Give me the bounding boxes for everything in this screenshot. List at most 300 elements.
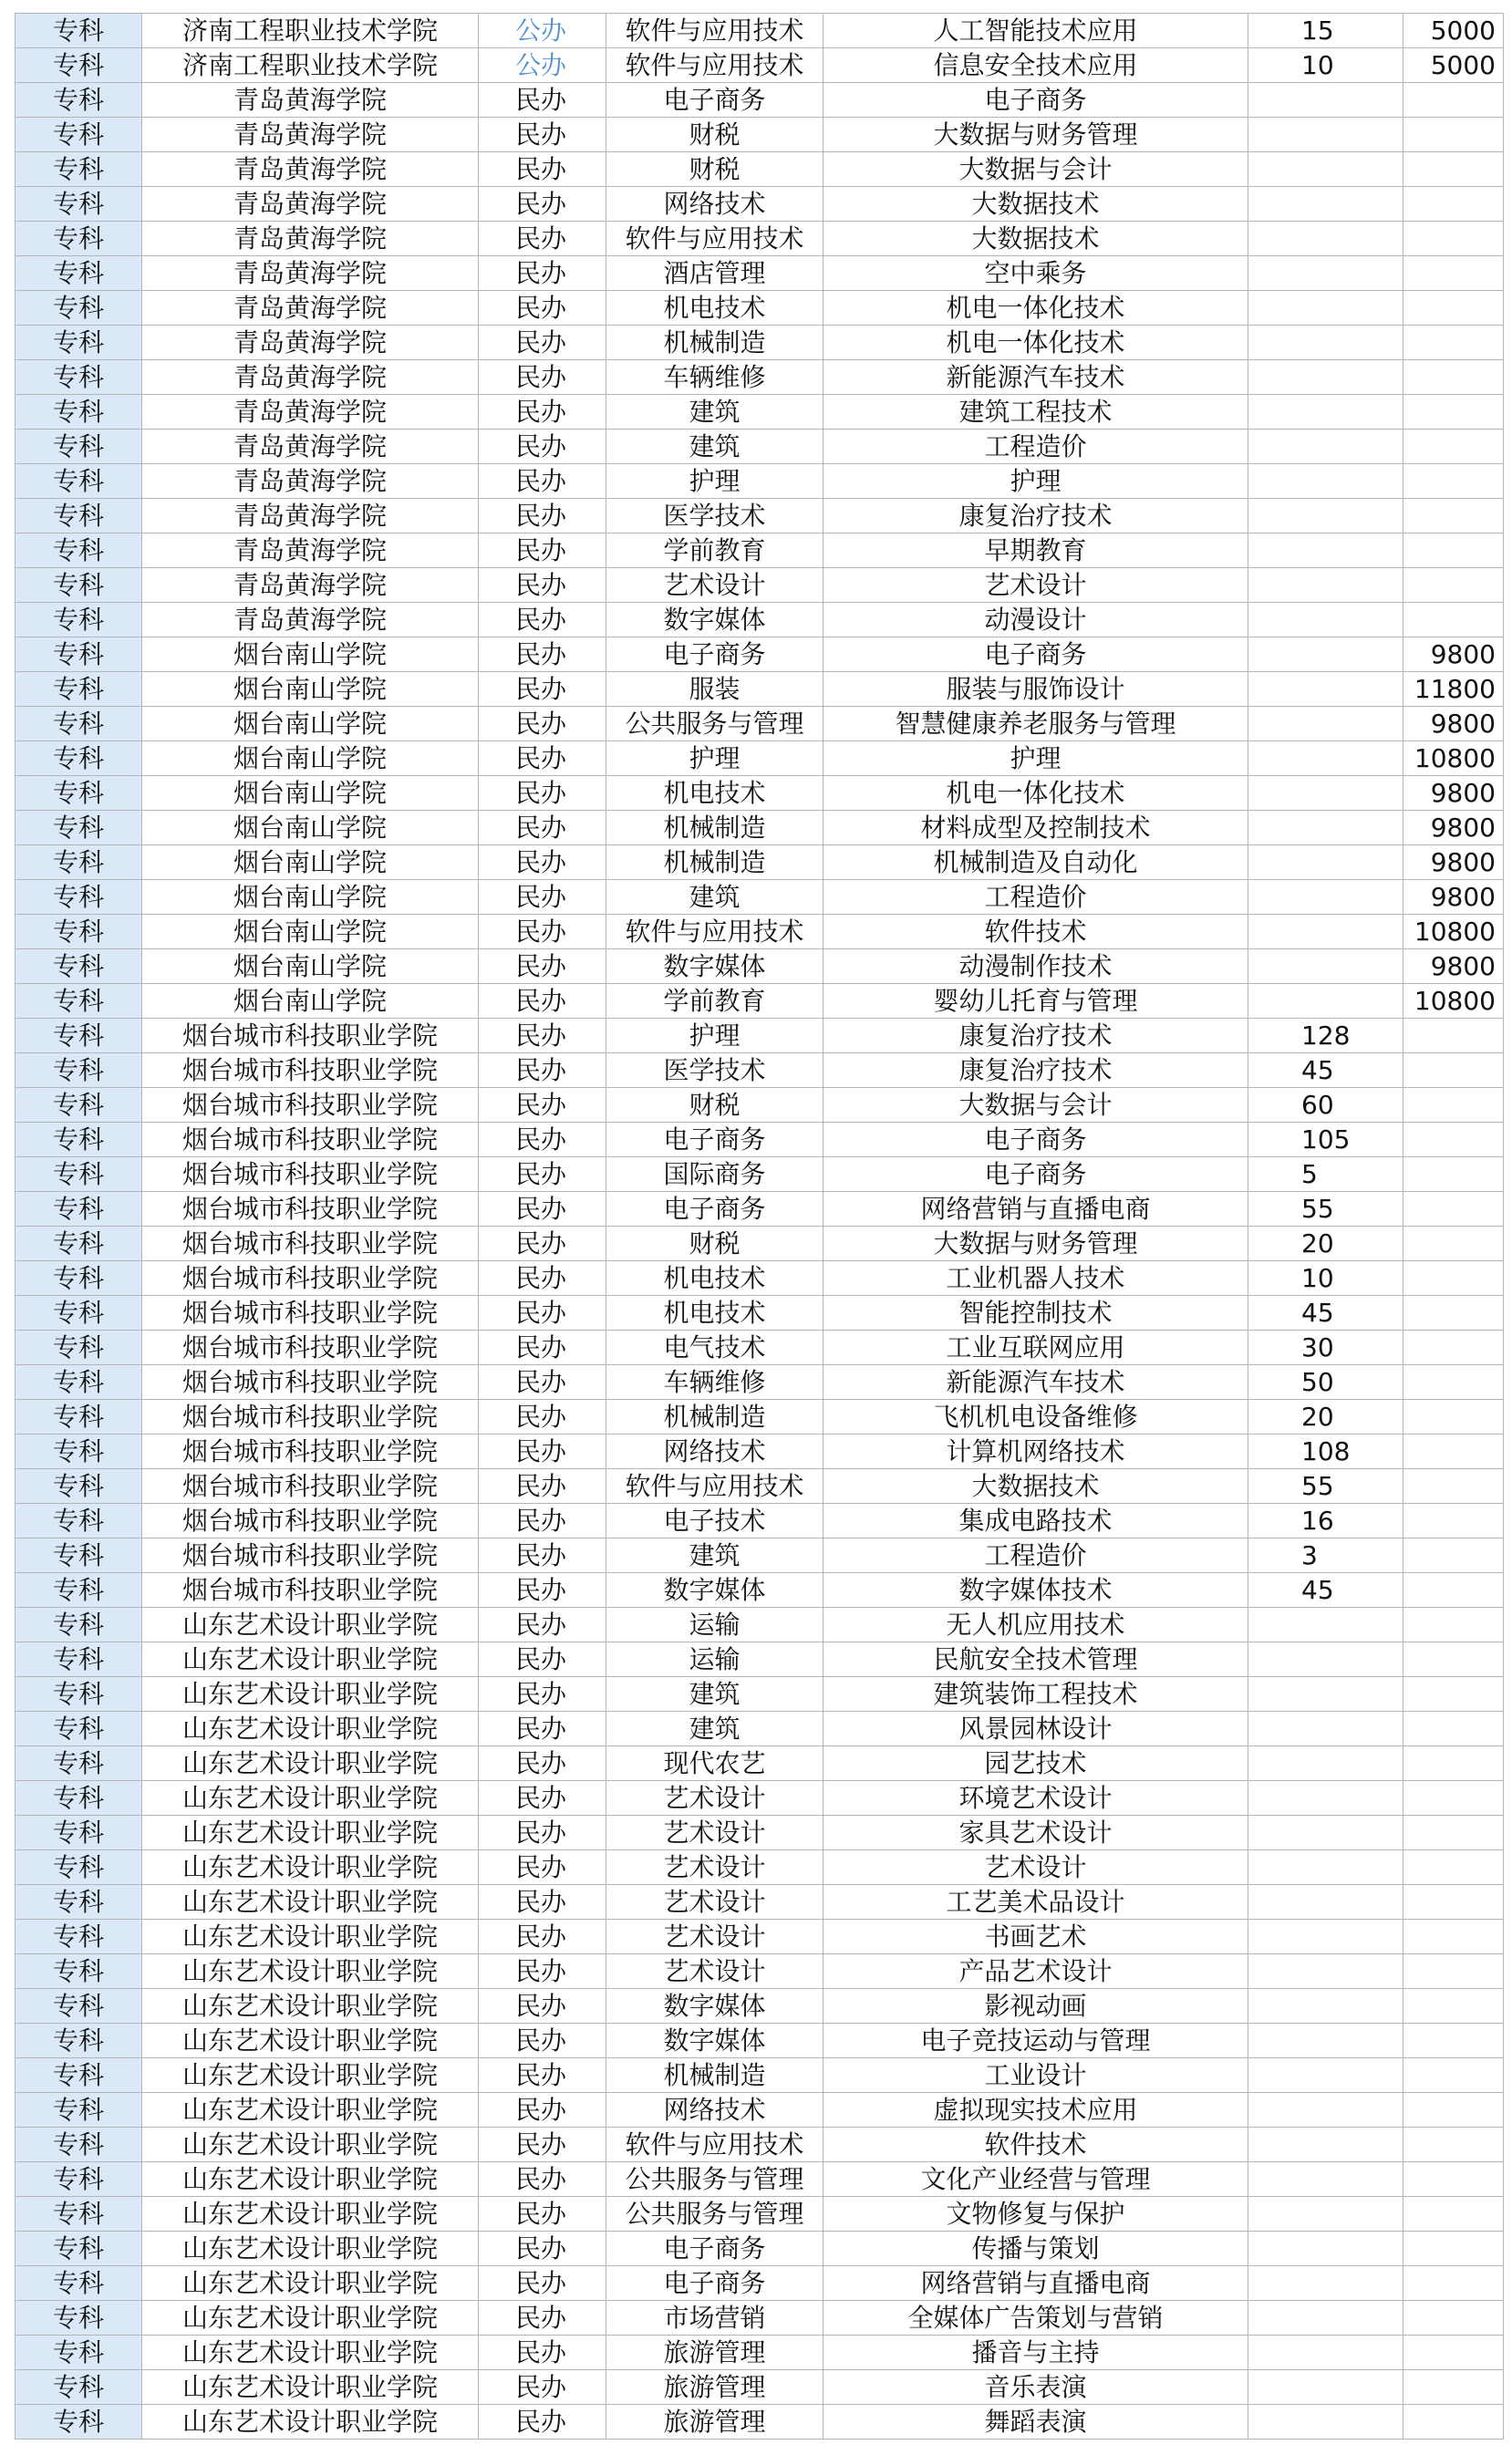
major-cell[interactable]: 动漫设计 (823, 603, 1248, 637)
quota-cell[interactable] (1248, 741, 1403, 776)
major-cell[interactable]: 空中乘务 (823, 256, 1248, 291)
quota-cell[interactable]: 45 (1248, 1296, 1403, 1331)
school-cell[interactable]: 山东艺术设计职业学院 (142, 2370, 479, 2405)
major-cell[interactable]: 计算机网络技术 (823, 1435, 1248, 1469)
major-cell[interactable]: 软件技术 (823, 2128, 1248, 2162)
type-cell[interactable]: 民办 (479, 1920, 606, 1954)
major-cell[interactable]: 智能控制技术 (823, 1296, 1248, 1331)
quota-cell[interactable]: 45 (1248, 1573, 1403, 1608)
category-cell[interactable]: 建筑 (606, 1712, 823, 1746)
level-cell[interactable]: 专科 (16, 2058, 142, 2093)
category-cell[interactable]: 数字媒体 (606, 949, 823, 984)
category-cell[interactable]: 电气技术 (606, 1331, 823, 1365)
category-cell[interactable]: 学前教育 (606, 984, 823, 1019)
school-cell[interactable]: 烟台南山学院 (142, 880, 479, 915)
quota-cell[interactable] (1248, 1989, 1403, 2024)
type-cell[interactable]: 民办 (479, 1504, 606, 1538)
type-cell[interactable]: 民办 (479, 1642, 606, 1677)
type-cell[interactable]: 民办 (479, 1227, 606, 1261)
category-cell[interactable]: 国际商务 (606, 1157, 823, 1192)
school-cell[interactable]: 青岛黄海学院 (142, 603, 479, 637)
fee-cell[interactable] (1403, 1538, 1504, 1573)
major-cell[interactable]: 大数据技术 (823, 187, 1248, 222)
quota-cell[interactable] (1248, 2301, 1403, 2336)
fee-cell[interactable]: 9800 (1403, 811, 1504, 845)
school-cell[interactable]: 山东艺术设计职业学院 (142, 1989, 479, 2024)
school-cell[interactable]: 山东艺术设计职业学院 (142, 2405, 479, 2439)
fee-cell[interactable]: 9800 (1403, 949, 1504, 984)
category-cell[interactable]: 公共服务与管理 (606, 2197, 823, 2232)
quota-cell[interactable] (1248, 1781, 1403, 1816)
school-cell[interactable]: 烟台城市科技职业学院 (142, 1331, 479, 1365)
quota-cell[interactable] (1248, 1642, 1403, 1677)
fee-cell[interactable]: 9800 (1403, 845, 1504, 880)
major-cell[interactable]: 工程造价 (823, 880, 1248, 915)
school-cell[interactable]: 烟台城市科技职业学院 (142, 1538, 479, 1573)
fee-cell[interactable] (1403, 1989, 1504, 2024)
fee-cell[interactable] (1403, 395, 1504, 430)
fee-cell[interactable] (1403, 1573, 1504, 1608)
school-cell[interactable]: 烟台南山学院 (142, 811, 479, 845)
fee-cell[interactable] (1403, 533, 1504, 568)
fee-cell[interactable] (1403, 1885, 1504, 1920)
school-cell[interactable]: 山东艺术设计职业学院 (142, 1850, 479, 1885)
level-cell[interactable]: 专科 (16, 1677, 142, 1712)
type-cell[interactable]: 民办 (479, 464, 606, 499)
level-cell[interactable]: 专科 (16, 291, 142, 326)
quota-cell[interactable] (1248, 2266, 1403, 2301)
level-cell[interactable]: 专科 (16, 1400, 142, 1435)
type-cell[interactable]: 民办 (479, 395, 606, 430)
type-cell[interactable]: 民办 (479, 776, 606, 811)
school-cell[interactable]: 青岛黄海学院 (142, 395, 479, 430)
quota-cell[interactable] (1248, 2128, 1403, 2162)
level-cell[interactable]: 专科 (16, 1850, 142, 1885)
type-cell[interactable]: 民办 (479, 1954, 606, 1989)
type-cell[interactable]: 民办 (479, 1331, 606, 1365)
level-cell[interactable]: 专科 (16, 1885, 142, 1920)
quota-cell[interactable]: 30 (1248, 1331, 1403, 1365)
school-cell[interactable]: 青岛黄海学院 (142, 568, 479, 603)
quota-cell[interactable] (1248, 1850, 1403, 1885)
major-cell[interactable]: 工业设计 (823, 2058, 1248, 2093)
category-cell[interactable]: 护理 (606, 1019, 823, 1053)
fee-cell[interactable] (1403, 326, 1504, 360)
category-cell[interactable]: 车辆维修 (606, 360, 823, 395)
major-cell[interactable]: 大数据与会计 (823, 152, 1248, 187)
category-cell[interactable]: 建筑 (606, 1677, 823, 1712)
major-cell[interactable]: 人工智能技术应用 (823, 14, 1248, 48)
level-cell[interactable]: 专科 (16, 1608, 142, 1642)
type-cell[interactable]: 民办 (479, 1123, 606, 1157)
fee-cell[interactable] (1403, 2336, 1504, 2370)
fee-cell[interactable] (1403, 568, 1504, 603)
quota-cell[interactable] (1248, 811, 1403, 845)
type-cell[interactable]: 民办 (479, 1157, 606, 1192)
type-cell[interactable]: 民办 (479, 880, 606, 915)
fee-cell[interactable]: 5000 (1403, 48, 1504, 83)
category-cell[interactable]: 艺术设计 (606, 1954, 823, 1989)
major-cell[interactable]: 工业机器人技术 (823, 1261, 1248, 1296)
type-cell[interactable]: 民办 (479, 1816, 606, 1850)
type-cell[interactable]: 公办 (479, 14, 606, 48)
level-cell[interactable]: 专科 (16, 1954, 142, 1989)
level-cell[interactable]: 专科 (16, 2301, 142, 2336)
fee-cell[interactable]: 10800 (1403, 741, 1504, 776)
category-cell[interactable]: 财税 (606, 152, 823, 187)
major-cell[interactable]: 婴幼儿托育与管理 (823, 984, 1248, 1019)
major-cell[interactable]: 大数据与会计 (823, 1088, 1248, 1123)
level-cell[interactable]: 专科 (16, 464, 142, 499)
major-cell[interactable]: 产品艺术设计 (823, 1954, 1248, 1989)
major-cell[interactable]: 家具艺术设计 (823, 1816, 1248, 1850)
level-cell[interactable]: 专科 (16, 603, 142, 637)
fee-cell[interactable] (1403, 1088, 1504, 1123)
fee-cell[interactable] (1403, 1331, 1504, 1365)
type-cell[interactable]: 民办 (479, 2301, 606, 2336)
quota-cell[interactable]: 10 (1248, 1261, 1403, 1296)
level-cell[interactable]: 专科 (16, 1989, 142, 2024)
type-cell[interactable]: 民办 (479, 1677, 606, 1712)
category-cell[interactable]: 财税 (606, 118, 823, 152)
category-cell[interactable]: 电子商务 (606, 1192, 823, 1227)
category-cell[interactable]: 机械制造 (606, 326, 823, 360)
fee-cell[interactable] (1403, 2093, 1504, 2128)
category-cell[interactable]: 机械制造 (606, 845, 823, 880)
category-cell[interactable]: 机电技术 (606, 776, 823, 811)
fee-cell[interactable] (1403, 1053, 1504, 1088)
fee-cell[interactable] (1403, 1400, 1504, 1435)
type-cell[interactable]: 民办 (479, 1088, 606, 1123)
major-cell[interactable]: 电子商务 (823, 1123, 1248, 1157)
type-cell[interactable]: 民办 (479, 1261, 606, 1296)
school-cell[interactable]: 山东艺术设计职业学院 (142, 1920, 479, 1954)
school-cell[interactable]: 青岛黄海学院 (142, 430, 479, 464)
fee-cell[interactable] (1403, 2162, 1504, 2197)
school-cell[interactable]: 烟台城市科技职业学院 (142, 1469, 479, 1504)
major-cell[interactable]: 影视动画 (823, 1989, 1248, 2024)
category-cell[interactable]: 软件与应用技术 (606, 2128, 823, 2162)
level-cell[interactable]: 专科 (16, 1746, 142, 1781)
quota-cell[interactable] (1248, 1712, 1403, 1746)
category-cell[interactable]: 建筑 (606, 1538, 823, 1573)
major-cell[interactable]: 全媒体广告策划与营销 (823, 2301, 1248, 2336)
type-cell[interactable]: 民办 (479, 1365, 606, 1400)
fee-cell[interactable]: 10800 (1403, 915, 1504, 949)
major-cell[interactable]: 机电一体化技术 (823, 326, 1248, 360)
school-cell[interactable]: 山东艺术设计职业学院 (142, 2128, 479, 2162)
fee-cell[interactable]: 9800 (1403, 776, 1504, 811)
category-cell[interactable]: 建筑 (606, 880, 823, 915)
quota-cell[interactable]: 50 (1248, 1365, 1403, 1400)
school-cell[interactable]: 山东艺术设计职业学院 (142, 1954, 479, 1989)
type-cell[interactable]: 民办 (479, 741, 606, 776)
level-cell[interactable]: 专科 (16, 48, 142, 83)
fee-cell[interactable] (1403, 2058, 1504, 2093)
school-cell[interactable]: 山东艺术设计职业学院 (142, 2162, 479, 2197)
school-cell[interactable]: 山东艺术设计职业学院 (142, 2024, 479, 2058)
major-cell[interactable]: 护理 (823, 464, 1248, 499)
type-cell[interactable]: 民办 (479, 2232, 606, 2266)
quota-cell[interactable] (1248, 915, 1403, 949)
category-cell[interactable]: 旅游管理 (606, 2370, 823, 2405)
major-cell[interactable]: 早期教育 (823, 533, 1248, 568)
major-cell[interactable]: 新能源汽车技术 (823, 360, 1248, 395)
fee-cell[interactable] (1403, 256, 1504, 291)
major-cell[interactable]: 大数据技术 (823, 1469, 1248, 1504)
major-cell[interactable]: 软件技术 (823, 915, 1248, 949)
fee-cell[interactable]: 9800 (1403, 707, 1504, 741)
major-cell[interactable]: 大数据与财务管理 (823, 1227, 1248, 1261)
school-cell[interactable]: 烟台城市科技职业学院 (142, 1157, 479, 1192)
fee-cell[interactable] (1403, 1746, 1504, 1781)
quota-cell[interactable] (1248, 222, 1403, 256)
category-cell[interactable]: 数字媒体 (606, 1989, 823, 2024)
type-cell[interactable]: 民办 (479, 499, 606, 533)
major-cell[interactable]: 无人机应用技术 (823, 1608, 1248, 1642)
category-cell[interactable]: 服装 (606, 672, 823, 707)
category-cell[interactable]: 数字媒体 (606, 2024, 823, 2058)
level-cell[interactable]: 专科 (16, 1920, 142, 1954)
quota-cell[interactable] (1248, 395, 1403, 430)
quota-cell[interactable] (1248, 568, 1403, 603)
type-cell[interactable]: 民办 (479, 603, 606, 637)
type-cell[interactable]: 民办 (479, 1573, 606, 1608)
type-cell[interactable]: 民办 (479, 2197, 606, 2232)
type-cell[interactable]: 民办 (479, 1850, 606, 1885)
fee-cell[interactable] (1403, 1850, 1504, 1885)
level-cell[interactable]: 专科 (16, 672, 142, 707)
category-cell[interactable]: 运输 (606, 1608, 823, 1642)
school-cell[interactable]: 山东艺术设计职业学院 (142, 1712, 479, 1746)
quota-cell[interactable] (1248, 2162, 1403, 2197)
level-cell[interactable]: 专科 (16, 499, 142, 533)
level-cell[interactable]: 专科 (16, 222, 142, 256)
major-cell[interactable]: 护理 (823, 741, 1248, 776)
school-cell[interactable]: 青岛黄海学院 (142, 118, 479, 152)
school-cell[interactable]: 烟台城市科技职业学院 (142, 1192, 479, 1227)
fee-cell[interactable] (1403, 1192, 1504, 1227)
type-cell[interactable]: 民办 (479, 1019, 606, 1053)
fee-cell[interactable] (1403, 118, 1504, 152)
major-cell[interactable]: 建筑装饰工程技术 (823, 1677, 1248, 1712)
category-cell[interactable]: 软件与应用技术 (606, 48, 823, 83)
major-cell[interactable]: 播音与主持 (823, 2336, 1248, 2370)
type-cell[interactable]: 民办 (479, 533, 606, 568)
major-cell[interactable]: 大数据与财务管理 (823, 118, 1248, 152)
type-cell[interactable]: 民办 (479, 360, 606, 395)
level-cell[interactable]: 专科 (16, 637, 142, 672)
fee-cell[interactable] (1403, 1261, 1504, 1296)
type-cell[interactable]: 民办 (479, 1608, 606, 1642)
type-cell[interactable]: 民办 (479, 915, 606, 949)
fee-cell[interactable] (1403, 1712, 1504, 1746)
category-cell[interactable]: 电子商务 (606, 83, 823, 118)
quota-cell[interactable] (1248, 949, 1403, 984)
school-cell[interactable]: 山东艺术设计职业学院 (142, 1885, 479, 1920)
fee-cell[interactable] (1403, 1642, 1504, 1677)
quota-cell[interactable]: 15 (1248, 14, 1403, 48)
category-cell[interactable]: 网络技术 (606, 2093, 823, 2128)
level-cell[interactable]: 专科 (16, 83, 142, 118)
quota-cell[interactable] (1248, 2232, 1403, 2266)
school-cell[interactable]: 济南工程职业技术学院 (142, 14, 479, 48)
fee-cell[interactable] (1403, 1677, 1504, 1712)
quota-cell[interactable]: 108 (1248, 1435, 1403, 1469)
fee-cell[interactable] (1403, 1296, 1504, 1331)
fee-cell[interactable] (1403, 464, 1504, 499)
major-cell[interactable]: 服装与服饰设计 (823, 672, 1248, 707)
major-cell[interactable]: 大数据技术 (823, 222, 1248, 256)
fee-cell[interactable] (1403, 1608, 1504, 1642)
level-cell[interactable]: 专科 (16, 1642, 142, 1677)
quota-cell[interactable] (1248, 2093, 1403, 2128)
major-cell[interactable]: 工艺美术品设计 (823, 1885, 1248, 1920)
category-cell[interactable]: 艺术设计 (606, 568, 823, 603)
school-cell[interactable]: 济南工程职业技术学院 (142, 48, 479, 83)
school-cell[interactable]: 烟台城市科技职业学院 (142, 1053, 479, 1088)
school-cell[interactable]: 烟台城市科技职业学院 (142, 1365, 479, 1400)
level-cell[interactable]: 专科 (16, 1469, 142, 1504)
category-cell[interactable]: 旅游管理 (606, 2405, 823, 2439)
level-cell[interactable]: 专科 (16, 915, 142, 949)
level-cell[interactable]: 专科 (16, 776, 142, 811)
major-cell[interactable]: 工业互联网应用 (823, 1331, 1248, 1365)
level-cell[interactable]: 专科 (16, 811, 142, 845)
quota-cell[interactable] (1248, 1746, 1403, 1781)
school-cell[interactable]: 烟台城市科技职业学院 (142, 1261, 479, 1296)
school-cell[interactable]: 烟台南山学院 (142, 984, 479, 1019)
quota-cell[interactable] (1248, 2058, 1403, 2093)
fee-cell[interactable] (1403, 1365, 1504, 1400)
quota-cell[interactable] (1248, 533, 1403, 568)
quota-cell[interactable] (1248, 2370, 1403, 2405)
quota-cell[interactable] (1248, 603, 1403, 637)
level-cell[interactable]: 专科 (16, 568, 142, 603)
quota-cell[interactable]: 105 (1248, 1123, 1403, 1157)
fee-cell[interactable] (1403, 1123, 1504, 1157)
major-cell[interactable]: 艺术设计 (823, 568, 1248, 603)
type-cell[interactable]: 民办 (479, 1712, 606, 1746)
category-cell[interactable]: 财税 (606, 1227, 823, 1261)
quota-cell[interactable] (1248, 1920, 1403, 1954)
category-cell[interactable]: 软件与应用技术 (606, 14, 823, 48)
category-cell[interactable]: 软件与应用技术 (606, 915, 823, 949)
quota-cell[interactable] (1248, 637, 1403, 672)
type-cell[interactable]: 民办 (479, 568, 606, 603)
major-cell[interactable]: 书画艺术 (823, 1920, 1248, 1954)
major-cell[interactable]: 飞机机电设备维修 (823, 1400, 1248, 1435)
school-cell[interactable]: 烟台南山学院 (142, 949, 479, 984)
type-cell[interactable]: 民办 (479, 2336, 606, 2370)
school-cell[interactable]: 烟台城市科技职业学院 (142, 1504, 479, 1538)
school-cell[interactable]: 山东艺术设计职业学院 (142, 1642, 479, 1677)
major-cell[interactable]: 电子竞技运动与管理 (823, 2024, 1248, 2058)
category-cell[interactable]: 护理 (606, 464, 823, 499)
quota-cell[interactable] (1248, 430, 1403, 464)
level-cell[interactable]: 专科 (16, 1192, 142, 1227)
school-cell[interactable]: 烟台城市科技职业学院 (142, 1296, 479, 1331)
major-cell[interactable]: 电子商务 (823, 83, 1248, 118)
category-cell[interactable]: 艺术设计 (606, 1781, 823, 1816)
level-cell[interactable]: 专科 (16, 2370, 142, 2405)
quota-cell[interactable] (1248, 464, 1403, 499)
category-cell[interactable]: 网络技术 (606, 1435, 823, 1469)
school-cell[interactable]: 烟台南山学院 (142, 672, 479, 707)
quota-cell[interactable] (1248, 845, 1403, 880)
fee-cell[interactable] (1403, 152, 1504, 187)
fee-cell[interactable] (1403, 222, 1504, 256)
level-cell[interactable]: 专科 (16, 1227, 142, 1261)
category-cell[interactable]: 公共服务与管理 (606, 707, 823, 741)
type-cell[interactable]: 民办 (479, 707, 606, 741)
school-cell[interactable]: 青岛黄海学院 (142, 222, 479, 256)
quota-cell[interactable] (1248, 1677, 1403, 1712)
category-cell[interactable]: 机电技术 (606, 291, 823, 326)
level-cell[interactable]: 专科 (16, 1365, 142, 1400)
category-cell[interactable]: 软件与应用技术 (606, 1469, 823, 1504)
major-cell[interactable]: 风景园林设计 (823, 1712, 1248, 1746)
type-cell[interactable]: 民办 (479, 326, 606, 360)
level-cell[interactable]: 专科 (16, 326, 142, 360)
category-cell[interactable]: 艺术设计 (606, 1850, 823, 1885)
quota-cell[interactable]: 128 (1248, 1019, 1403, 1053)
level-cell[interactable]: 专科 (16, 1261, 142, 1296)
type-cell[interactable]: 民办 (479, 152, 606, 187)
quota-cell[interactable] (1248, 1885, 1403, 1920)
school-cell[interactable]: 烟台南山学院 (142, 776, 479, 811)
category-cell[interactable]: 电子商务 (606, 2266, 823, 2301)
category-cell[interactable]: 医学技术 (606, 1053, 823, 1088)
fee-cell[interactable] (1403, 187, 1504, 222)
fee-cell[interactable] (1403, 1954, 1504, 1989)
school-cell[interactable]: 烟台南山学院 (142, 707, 479, 741)
category-cell[interactable]: 医学技术 (606, 499, 823, 533)
level-cell[interactable]: 专科 (16, 845, 142, 880)
level-cell[interactable]: 专科 (16, 2336, 142, 2370)
type-cell[interactable]: 公办 (479, 48, 606, 83)
major-cell[interactable]: 网络营销与直播电商 (823, 1192, 1248, 1227)
quota-cell[interactable] (1248, 707, 1403, 741)
level-cell[interactable]: 专科 (16, 1712, 142, 1746)
type-cell[interactable]: 民办 (479, 291, 606, 326)
major-cell[interactable]: 动漫制作技术 (823, 949, 1248, 984)
level-cell[interactable]: 专科 (16, 152, 142, 187)
fee-cell[interactable] (1403, 430, 1504, 464)
category-cell[interactable]: 电子商务 (606, 637, 823, 672)
level-cell[interactable]: 专科 (16, 430, 142, 464)
quota-cell[interactable] (1248, 2405, 1403, 2439)
type-cell[interactable]: 民办 (479, 2370, 606, 2405)
category-cell[interactable]: 机械制造 (606, 811, 823, 845)
fee-cell[interactable]: 5000 (1403, 14, 1504, 48)
category-cell[interactable]: 机电技术 (606, 1261, 823, 1296)
quota-cell[interactable] (1248, 187, 1403, 222)
school-cell[interactable]: 烟台南山学院 (142, 915, 479, 949)
major-cell[interactable]: 集成电路技术 (823, 1504, 1248, 1538)
quota-cell[interactable] (1248, 1608, 1403, 1642)
category-cell[interactable]: 车辆维修 (606, 1365, 823, 1400)
level-cell[interactable]: 专科 (16, 1331, 142, 1365)
quota-cell[interactable] (1248, 118, 1403, 152)
quota-cell[interactable]: 10 (1248, 48, 1403, 83)
major-cell[interactable]: 舞蹈表演 (823, 2405, 1248, 2439)
quota-cell[interactable]: 5 (1248, 1157, 1403, 1192)
type-cell[interactable]: 民办 (479, 2128, 606, 2162)
type-cell[interactable]: 民办 (479, 672, 606, 707)
type-cell[interactable]: 民办 (479, 949, 606, 984)
major-cell[interactable]: 建筑工程技术 (823, 395, 1248, 430)
